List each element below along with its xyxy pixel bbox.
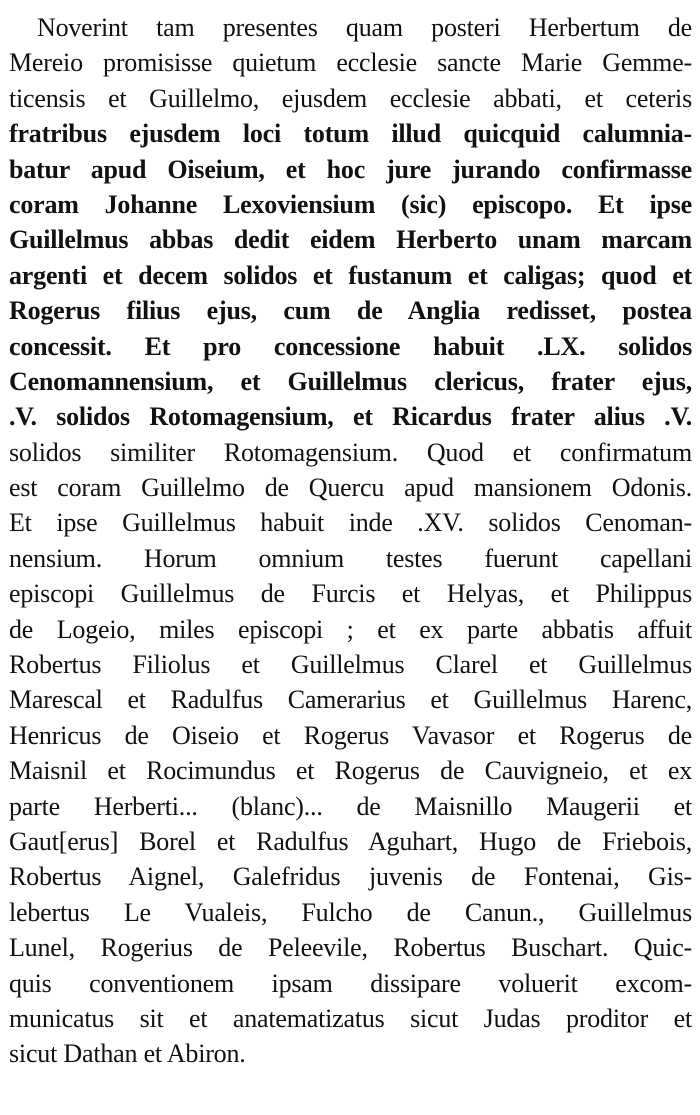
text-line: Rogerus filius ejus, cum de Anglia redisset, postea	[9, 296, 692, 326]
text-line: coram Johanne Lexoviensium (sic) episcopo. Et ipse	[9, 189, 692, 219]
text-line: Henricus de Oiseio et Rogerus Vavasor et Rogerus de	[9, 720, 692, 750]
charter-text	[9, 10, 692, 1072]
text-line: ticensis et Guillelmo, ejusdem ecclesie abbati, et ceteris	[9, 83, 692, 113]
text-line: batur apud Oiseium, et hoc jure jurando confirmasse	[9, 154, 692, 184]
text-line: Cenomannensium, et Guillelmus clericus, frater ejus,	[9, 366, 692, 396]
text-line: sicut Dathan et Abiron.	[9, 1039, 246, 1069]
text-line: quis conventionem ipsam dissipare voluerit excom-	[9, 968, 692, 998]
text-line: municatus sit et anatematizatus sicut Judas proditor et	[9, 1003, 692, 1033]
text-line: Mereio promisisse quietum ecclesie sancte Marie Gemme-	[9, 48, 692, 78]
text-line: parte Herberti... (blanc)... de Maisnillo Maugerii et	[9, 791, 692, 821]
text-line: Lunel, Rogerius de Peleevile, Robertus Buschart. Quic-	[9, 933, 692, 963]
text-line: nensium. Horum omnium testes fuerunt capellani	[9, 543, 692, 573]
text-line: lebertus Le Vualeis, Fulcho de Canun., Guillelmus	[9, 897, 692, 927]
text-line: Et ipse Guillelmus habuit inde .XV. solidos Cenoman-	[9, 508, 692, 538]
text-line: Guillelmus abbas dedit eidem Herberto unam marcam	[9, 225, 692, 255]
text-line: de Logeio, miles episcopi ; et ex parte abbatis affuit	[9, 614, 692, 644]
text-line: episcopi Guillelmus de Furcis et Helyas, et Philippus	[9, 579, 692, 609]
text-line: solidos similiter Rotomagensium. Quod et confirmatum	[9, 437, 692, 467]
text-line: argenti et decem solidos et fustanum et caligas; quod et	[9, 260, 692, 290]
text-line: Robertus Filiolus et Guillelmus Clarel et Guillelmus	[9, 650, 692, 680]
text-line: Maisnil et Rocimundus et Rogerus de Cauvigneio, et ex	[9, 756, 692, 786]
text-line: Robertus Aignel, Galefridus juvenis de Fontenai, Gis-	[9, 862, 692, 892]
text-line: concessit. Et pro concessione habuit .LX. solidos	[9, 331, 692, 361]
text-line: Gaut[erus] Borel et Radulfus Aguhart, Hugo de Friebois,	[9, 826, 692, 856]
text-line: Marescal et Radulfus Camerarius et Guillelmus Harenc,	[9, 685, 692, 715]
text-line: Noverint tam presentes quam posteri Herbertum de	[37, 13, 692, 42]
text-line: .V. solidos Rotomagensium, et Ricardus frater alius .V.	[9, 402, 692, 432]
text-line: est coram Guillelmo de Quercu apud mansionem Odonis.	[9, 473, 692, 503]
text-line: fratribus ejusdem loci totum illud quicquid calumnia-	[9, 119, 692, 149]
